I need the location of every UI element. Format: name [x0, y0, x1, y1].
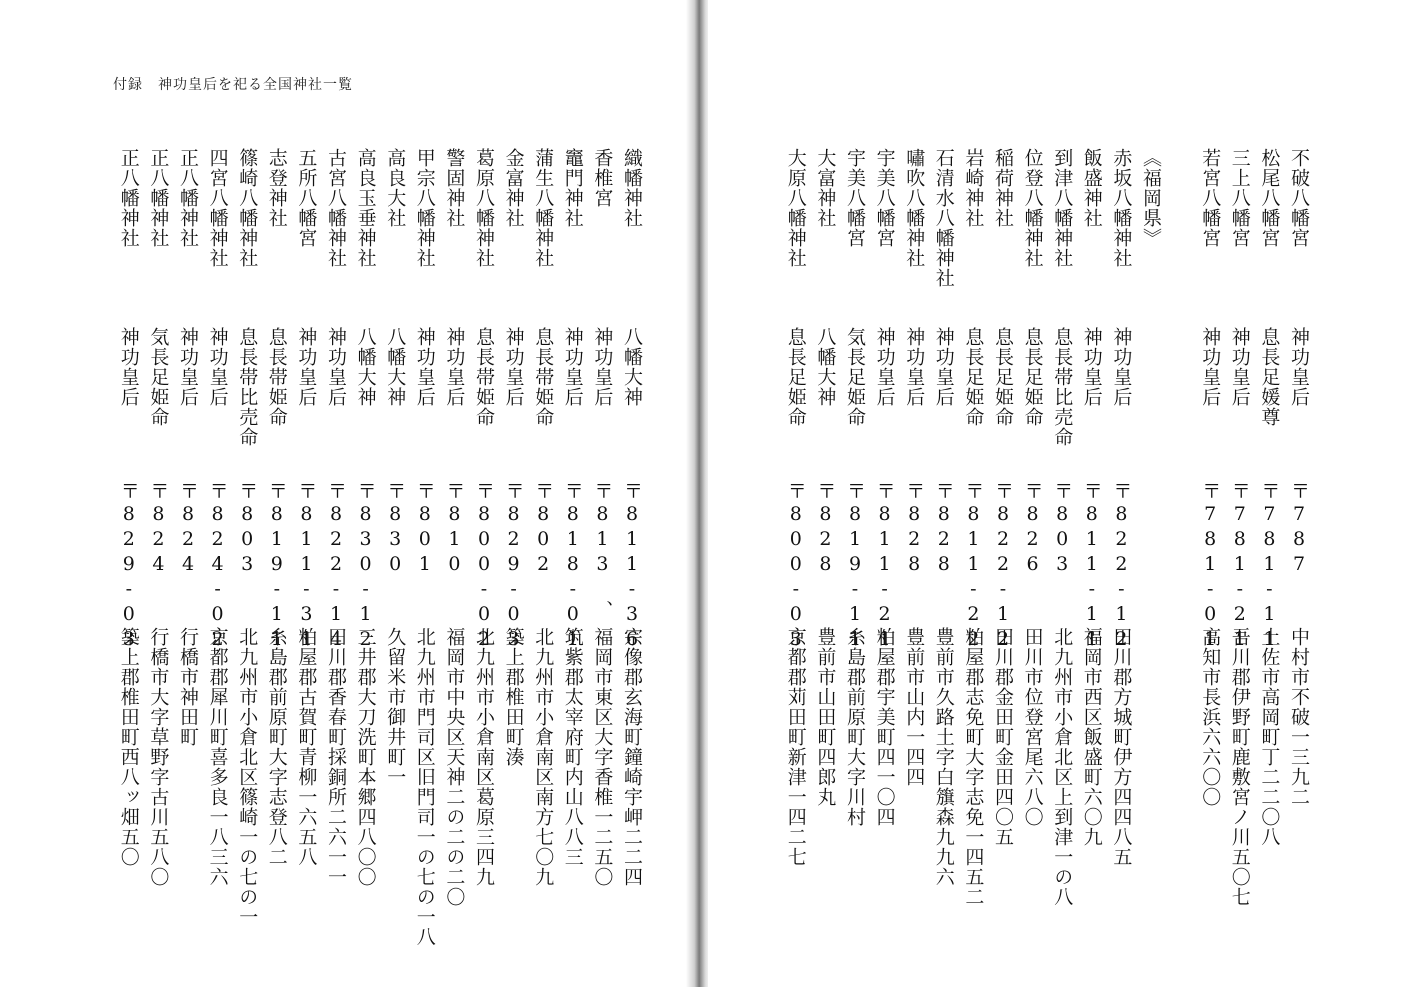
postal-code: 〒819-11	[265, 481, 288, 653]
shrine-address: 福岡市中央区天神二の二の二〇	[443, 627, 466, 907]
shrine-name: 志登神社	[265, 148, 288, 228]
shrine-name: 蒲生八幡神社	[532, 148, 555, 268]
postal-code: 〒781-11	[1258, 481, 1281, 653]
shrine-address: 糸島郡前原町大字志登八二	[265, 627, 288, 867]
postal-code: 〒813 、	[591, 481, 614, 622]
enshrined-deity: 息長足姫命	[784, 327, 807, 427]
shrine-address: 豊前市久路土字白籏森九九六	[932, 627, 955, 887]
enshrined-deity: 神功皇后	[502, 327, 525, 407]
postal-code: 〒829-03	[117, 481, 140, 653]
enshrined-deity: 神功皇后	[1199, 327, 1222, 407]
postal-code: 〒828	[932, 481, 955, 578]
shrine-address: 築上郡椎田町湊	[502, 627, 525, 767]
enshrined-deity: 八幡大神	[621, 327, 643, 407]
postal-code: 〒828	[814, 481, 837, 578]
shrine-name: 葛原八幡神社	[473, 148, 495, 268]
shrine-name: 《福岡県》	[1140, 148, 1162, 248]
shrine-name: 到津八幡神社	[1051, 148, 1074, 268]
shrine-name: 大富神社	[814, 148, 837, 228]
postal-code: 〒811-36	[621, 481, 643, 653]
postal-code: 〒800-03	[784, 481, 807, 653]
shrine-name: 警固神社	[443, 148, 466, 228]
postal-code: 〒824	[177, 481, 199, 578]
enshrined-deity: 神功皇后	[1080, 327, 1103, 407]
shrine-name: 三上八幡宮	[1228, 148, 1251, 248]
shrine-name: 若宮八幡宮	[1199, 148, 1222, 248]
enshrined-deity: 息長足姫命	[962, 327, 985, 427]
shrine-name: 稲荷神社	[992, 148, 1014, 228]
shrine-address: 吾川郡伊野町鹿敷宮ノ川五〇七	[1228, 627, 1251, 907]
shrine-address: 豊前市山田町四郎丸	[814, 627, 837, 807]
shrine-name: 宇美八幡宮	[873, 148, 896, 248]
shrine-address: 糸島郡前原町大字川村	[844, 627, 866, 827]
postal-code: 〒811-31	[295, 481, 318, 653]
enshrined-deity: 神功皇后	[932, 327, 955, 407]
shrine-name: 赤坂八幡神社	[1110, 148, 1133, 268]
postal-code: 〒802	[532, 481, 555, 578]
shrine-address: 田川郡香春町採銅所二六一一	[325, 627, 347, 887]
shrine-address: 田川市位登宮尾六八〇	[1021, 627, 1044, 827]
postal-code: 〒822-12	[992, 481, 1014, 653]
postal-code: 〒828	[903, 481, 926, 578]
shrine-address: 豊前市山内一四四	[903, 627, 926, 787]
enshrined-deity: 神功皇后	[413, 327, 436, 407]
shrine-address: 田川郡金田町金田四〇五	[992, 627, 1014, 847]
postal-code: 〒824-02	[206, 481, 229, 653]
enshrined-deity: 神功皇后	[325, 327, 347, 407]
shrine-address: 北九州市門司区旧門司一の七の一八	[413, 627, 436, 947]
shrine-name: 正八幡神社	[147, 148, 170, 248]
enshrined-deity: 息長足姫命	[1021, 327, 1044, 427]
shrine-address: 行橋市大字草野字古川五八〇	[147, 627, 170, 887]
enshrined-deity: 神功皇后	[443, 327, 466, 407]
shrine-address: 田川郡方城町伊方四四八五	[1110, 627, 1133, 867]
shrine-address: 土佐市高岡町丁二二〇八	[1258, 627, 1281, 847]
enshrined-deity: 神功皇后	[873, 327, 896, 407]
shrine-address: 粕屋郡宇美町四一〇四	[873, 627, 896, 827]
shrine-address: 築上郡椎田町西八ッ畑五〇	[117, 627, 140, 867]
shrine-name: 宇美八幡宮	[844, 148, 866, 248]
enshrined-deity: 息長帯姫命	[265, 327, 288, 427]
postal-code: 〒801	[413, 481, 436, 578]
shrine-name: 飯盛神社	[1080, 148, 1103, 228]
book-gutter	[686, 0, 710, 987]
shrine-address: 三井郡大刀洗町本郷四八〇〇	[354, 627, 377, 887]
shrine-name: 五所八幡宮	[295, 148, 318, 248]
shrine-name: 金富神社	[502, 148, 525, 228]
postal-code: 〒803	[1051, 481, 1074, 578]
shrine-name: 大原八幡神社	[784, 148, 807, 268]
shrine-name: 松尾八幡宮	[1258, 148, 1281, 248]
shrine-name: 嘯吹八幡神社	[903, 148, 926, 268]
enshrined-deity: 息長足姫命	[992, 327, 1014, 427]
postal-code: 〒829-03	[502, 481, 525, 653]
enshrined-deity: 八幡大神	[354, 327, 377, 407]
right-page	[708, 0, 1405, 987]
enshrined-deity: 神功皇后	[561, 327, 584, 407]
shrine-address: 宗像郡玄海町鐘崎宇岬二二四	[621, 627, 643, 887]
postal-code: 〒811-11	[1080, 481, 1103, 653]
shrine-name: 古宮八幡神社	[325, 148, 347, 268]
shrine-name: 正八幡神社	[117, 148, 140, 248]
enshrined-deity: 息長帯姫命	[473, 327, 495, 427]
shrine-name: 位登八幡神社	[1021, 148, 1044, 268]
shrine-name: 篠崎八幡神社	[236, 148, 259, 268]
postal-code: 〒822-14	[325, 481, 347, 653]
enshrined-deity: 気長足姫命	[147, 327, 170, 427]
postal-code: 〒810	[443, 481, 466, 578]
enshrined-deity: 神功皇后	[295, 327, 318, 407]
shrine-address: 粕屋郡志免町大字志免一四五二	[962, 627, 985, 907]
shrine-name: 高良玉垂神社	[354, 148, 377, 268]
shrine-address: 福岡市西区飯盛町六〇九	[1080, 627, 1103, 847]
enshrined-deity: 息長帯比売命	[236, 327, 259, 447]
postal-code: 〒803	[236, 481, 259, 578]
enshrined-deity: 神功皇后	[903, 327, 926, 407]
shrine-name: 正八幡神社	[177, 148, 199, 248]
shrine-address: 北九州市小倉北区篠崎一の七の一	[236, 627, 259, 927]
left-page	[0, 0, 690, 987]
enshrined-deity: 神功皇后	[117, 327, 140, 407]
postal-code: 〒787	[1288, 481, 1310, 578]
enshrined-deity: 神功皇后	[1288, 327, 1310, 407]
shrine-name: 甲宗八幡神社	[413, 148, 436, 268]
enshrined-deity: 息長帯姫命	[532, 327, 555, 427]
shrine-address: 京都郡犀川町喜多良一八三六	[206, 627, 229, 887]
running-head: 付録 神功皇后を祀る全国神社一覧	[113, 77, 353, 93]
shrine-address: 粕屋郡古賀町青柳一六五八	[295, 627, 318, 867]
shrine-address: 北九州市小倉南区葛原三四九	[473, 627, 495, 887]
shrine-address: 北九州市小倉南区南方七〇九	[532, 627, 555, 887]
enshrined-deity: 八幡大神	[384, 327, 407, 407]
shrine-address: 筑紫郡太宰府町内山八八三	[561, 627, 584, 867]
enshrined-deity: 神功皇后	[177, 327, 199, 407]
shrine-address: 京都郡苅田町新津一四二七	[784, 627, 807, 867]
shrine-address: 久留米市御井町一	[384, 627, 407, 787]
postal-code: 〒800-02	[473, 481, 495, 653]
postal-code: 〒830-12	[354, 481, 377, 653]
shrine-address: 北九州市小倉北区上到津一の八	[1051, 627, 1074, 907]
shrine-name: 織幡神社	[621, 148, 643, 228]
enshrined-deity: 八幡大神	[814, 327, 837, 407]
enshrined-deity: 神功皇后	[1228, 327, 1251, 407]
postal-code: 〒824	[147, 481, 170, 578]
enshrined-deity: 息長帯比売命	[1051, 327, 1074, 447]
postal-code: 〒811-22	[962, 481, 985, 653]
postal-code: 〒826	[1021, 481, 1044, 578]
postal-code: 〒830	[384, 481, 407, 578]
postal-code: 〒822-12	[1110, 481, 1133, 653]
postal-code: 〒818-01	[561, 481, 584, 653]
postal-code: 〒781-21	[1228, 481, 1251, 653]
shrine-address: 高知市長浜六六〇〇	[1199, 627, 1222, 807]
enshrined-deity: 神功皇后	[206, 327, 229, 407]
postal-code: 〒781-01	[1199, 481, 1222, 653]
enshrined-deity: 気長足姫命	[844, 327, 866, 427]
shrine-name: 不破八幡宮	[1288, 148, 1310, 248]
shrine-address: 行橋市神田町	[177, 627, 199, 747]
postal-code: 〒811-21	[873, 481, 896, 653]
shrine-name: 四宮八幡神社	[206, 148, 229, 268]
shrine-name: 岩崎神社	[962, 148, 985, 228]
shrine-name: 高良大社	[384, 148, 407, 228]
enshrined-deity: 息長足媛尊	[1258, 327, 1281, 427]
enshrined-deity: 神功皇后	[591, 327, 614, 407]
shrine-name: 竈門神社	[561, 148, 584, 228]
shrine-address: 中村市不破一三九二	[1288, 627, 1310, 807]
shrine-name: 石清水八幡神社	[932, 148, 955, 288]
shrine-address: 福岡市東区大字香椎一二五〇	[591, 627, 614, 887]
enshrined-deity: 神功皇后	[1110, 327, 1133, 407]
postal-code: 〒819-11	[844, 481, 866, 653]
shrine-name: 香椎宮	[591, 148, 614, 208]
